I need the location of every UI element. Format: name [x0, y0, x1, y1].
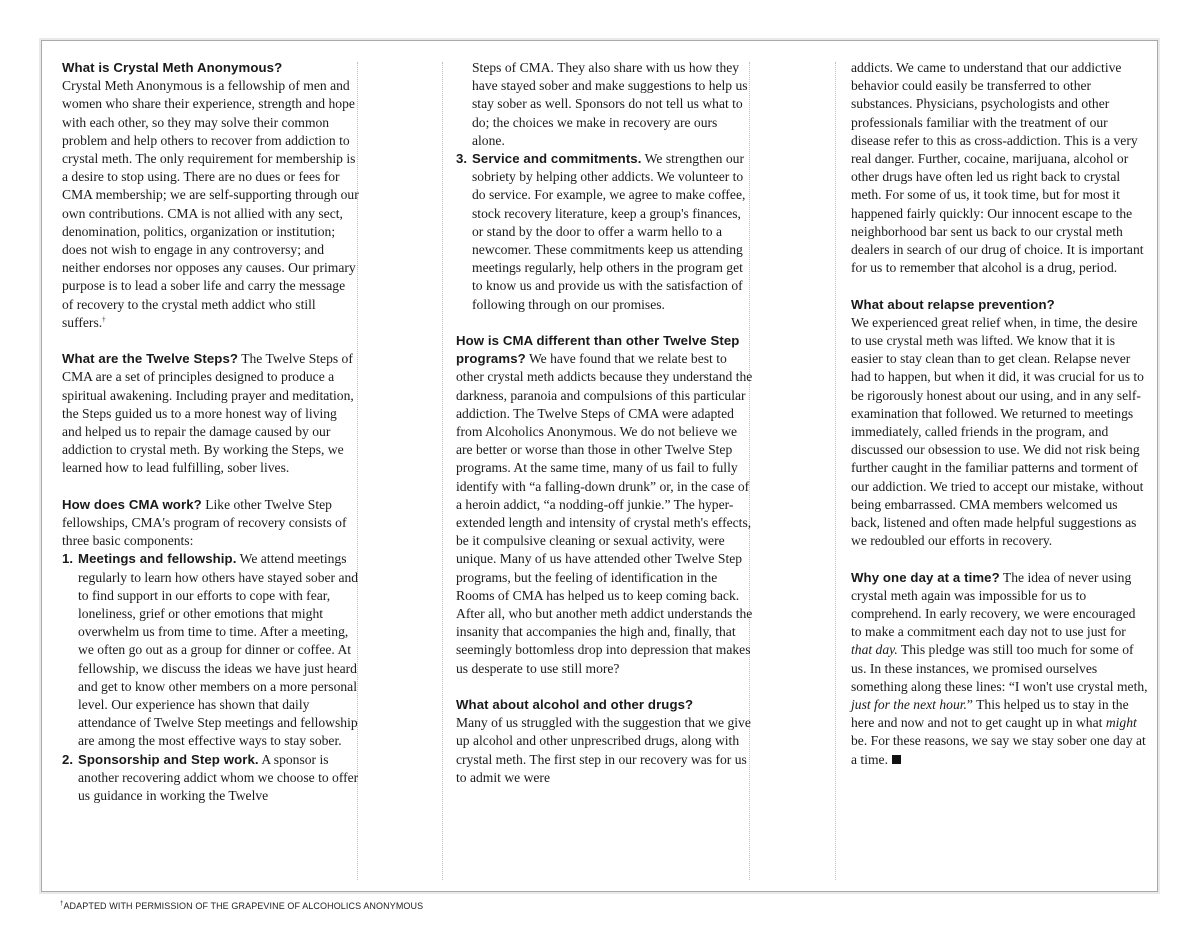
section-heading: Why one day at a time? — [851, 569, 1000, 585]
list-item-body: We attend meetings regularly to learn how others have stayed sober and to find support in our efforts to cope with fear, loneliness, grief or other emotions that might overwhelm us from time to time. After a meeting, we often go out as a group for dinner or coffee. At fellowship, we discuss the ideas we have just heard and get to know other members on a more personal level. Our experience has shown that daily attendance of Twelve Step meetings and fellowship are among the most effective ways to stay sober. — [78, 551, 359, 749]
list-item-body: We strengthen our sobriety by helping other addicts. We volunteer to do service. For example, we agree to make coffee, stock recovery literature, keep a group's finances, or stand by the door to offer a warm hello to a newcomer. These commitments keep us attending meetings regularly, help others in the program get to know us and provide us with the satisfaction of following through on our promises. — [472, 151, 746, 312]
section-heading: How does CMA work? — [62, 496, 202, 512]
list-item-heading: Service and commitments. — [472, 151, 642, 167]
emphasis-text: might — [1105, 715, 1137, 731]
section-cma-different — [456, 332, 753, 678]
list-item-body: A sponsor is another recovering addict whom we choose to offer us guidance in working the Twelve — [78, 751, 359, 804]
list-item-sponsorship — [62, 751, 359, 806]
emphasis-text: just for the next hour. — [851, 697, 967, 713]
section-heading: How is CMA different than other Twelve Step programs? — [456, 333, 740, 367]
emphasis-text: that day. — [851, 642, 898, 658]
section-heading: What is Crystal Meth Anonymous? — [62, 60, 283, 75]
section-one-day-at-a-time — [851, 569, 1148, 769]
section-body: We experienced great relief when, in time, the desire to use crystal meth was lifted. We know that it is easier to stay clean than to get clean. Relapse never had to happen, but when it did, it was crucial for us to be rigorously honest about our using, and in any self-examination that followed. We returned to meetings immediately, called friends in the program, and discussed our obsession to use. We did not risk being further caught in the familiar patterns and torment of our addiction. We tried to accept our mistake, without being embarrassed. CMA members welcomed us back, listened and often made helpful suggestions as we redoubled our efforts in recovery. — [851, 314, 1144, 549]
section-body: Like other Twelve Step fellowships, CMA's program of recovery consists of three basic components: — [62, 496, 347, 549]
column-divider — [835, 62, 836, 880]
section-body: We have found that we relate best to other crystal meth addicts because they understand the darkness, paranoia and compulsions of this particular addiction. The Twelve Steps of CMA were adapted from Alcoholics Anonymous. We do not believe we are better or worse than those in other Twelve Step programs. At the same time, many of us fail to fully identify with “a falling-down drunk” or, in the case of a heroin addict, “a nodding-off junkie.” The hyper-extended length and intensity of crystal meth's effects, be it compulsive cleaning or sexual activity, were unique. Many of us have attended other Twelve Step programs, but the feeling of identification in the Rooms of CMA has helped us to keep coming back. After all, who but another meth addict understands the insanity that accompanies the high and, finally, that seemingly bottomless drop into depression that makes us desperate to use still more? — [456, 351, 753, 676]
list-item-sponsorship-continued: Steps of CMA. They also share with us how they have stayed sober and make suggestions to help us stay sober as well. Sponsors do not tell us what to do; the choices we make in recovery are ours alone. — [472, 60, 748, 148]
section-alcohol-drugs-continued: addicts. We came to understand that our addictive behavior could easily be transferred to other substances. Physicians, psychologists and other professionals familiar with the treatment of our disease refer to this as cross-addiction. This is a very real danger. Further, cocaine, marijuana, alcohol or other drugs have often led us right back to crystal meth. For some of us, it took time, but for most it happened fairly quickly: Our innocent escape to the neighborhood bar sent us back to our crystal meth dealers in search of our drug of choice. It is important for us to remember that alcohol is a drug, period. — [851, 60, 1144, 276]
section-alcohol-drugs — [456, 696, 753, 787]
section-how-cma-works — [62, 496, 359, 551]
section-body: Crystal Meth Anonymous is a fellowship of men and women who share their experience, strength and hope with each other, so they may solve their common problem and help others to recover from addiction to crystal meth. The only requirement for membership is a desire to stop using. There are no dues or fees for CMA membership; we are self-supporting through our own contributions. CMA is not allied with any sect, denomination, politics, organization or institution; does not wish to engage in any controversy; and neither endorses nor opposes any causes. Our primary purpose is to lead a sober life and carry the message of recovery to the crystal meth addict who still suffers. — [62, 78, 359, 330]
column-2 — [456, 59, 753, 787]
section-body: ” This helped us to stay in the here and now and not to get caught up in what — [851, 697, 1129, 731]
column-1 — [62, 59, 359, 805]
section-body: be. For these reasons, we say we stay sober one day at a time. — [851, 733, 1146, 767]
column-divider — [442, 62, 443, 880]
section-heading: What about alcohol and other drugs? — [456, 697, 694, 713]
section-heading: What are the Twelve Steps? — [62, 351, 239, 367]
list-number: 3. — [456, 151, 467, 167]
list-item-meetings — [62, 550, 359, 750]
footnote-text: ADAPTED WITH PERMISSION OF THE GRAPEVINE OF ALCOHOLICS ANONYMOUS — [63, 901, 424, 911]
dagger-mark: † — [60, 901, 64, 907]
section-body: The idea of never using crystal meth again was impossible for us to comprehend. In early recovery, we were encouraged to make a commitment each day not to use just for — [851, 569, 1136, 640]
list-item-heading: Meetings and fellowship. — [78, 551, 237, 567]
end-mark-icon — [892, 755, 901, 764]
footnote — [60, 901, 423, 911]
section-twelve-steps — [62, 350, 359, 477]
section-relapse-prevention — [851, 296, 1148, 551]
list-number: 2. — [62, 751, 73, 767]
list-item-service — [456, 150, 753, 314]
section-heading: What about relapse prevention? — [851, 296, 1055, 312]
list-number: 1. — [62, 551, 73, 567]
section-body: Many of us struggled with the suggestion that we give up alcohol and other unprescribed drugs, along with crystal meth. The first step in our recovery was for us to admit we were — [456, 715, 751, 785]
section-body: This pledge was still too much for some of us. In these instances, we promised ourselves something along these lines: “I won't use crystal meth, — [851, 642, 1148, 694]
dagger-mark: † — [102, 315, 106, 324]
section-body: The Twelve Steps of CMA are a set of principles designed to produce a spiritual awakening. Including prayer and meditation, the Steps guided us to a more honest way of living and helped us to repair the damage caused by our addiction to crystal meth. By working the Steps, we learned how to lead fulfilling, sober lives. — [62, 351, 354, 476]
column-3 — [851, 59, 1148, 769]
list-item-heading: Sponsorship and Step work. — [78, 751, 259, 767]
section-what-is-cma — [62, 59, 359, 332]
